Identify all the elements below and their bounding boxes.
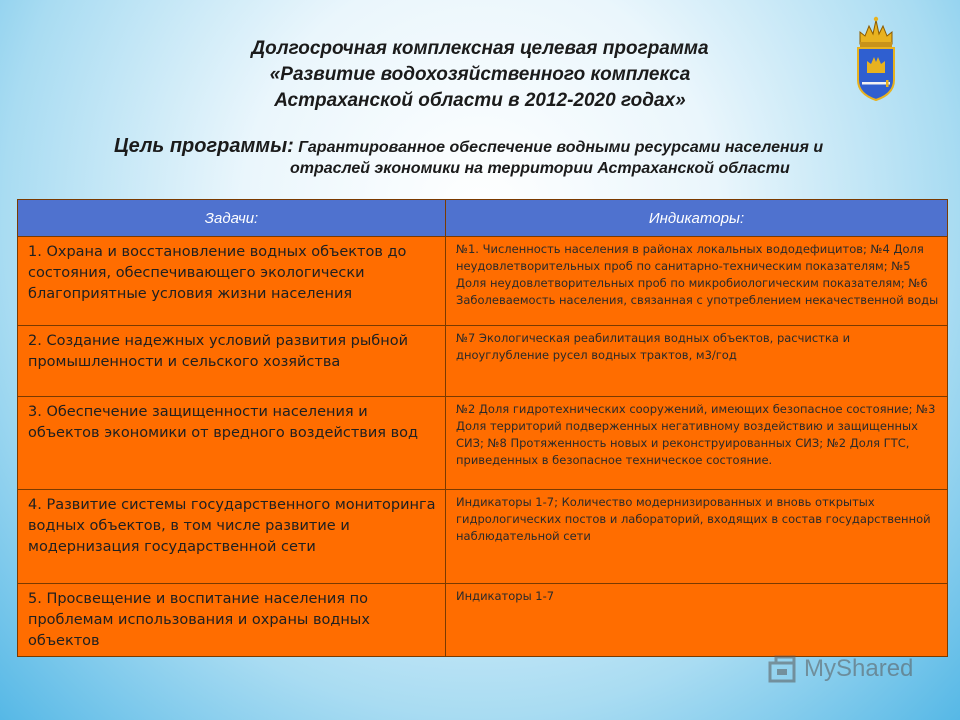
table-header-row bbox=[18, 200, 948, 237]
goal-label: Цель программы: bbox=[114, 135, 294, 157]
task-cell: 1. Охрана и восстановление водных объектов до состояния, обеспечивающего экологически благоприятные условия жизни населения bbox=[18, 237, 446, 326]
title-line-2: «Развитие водохозяйственного комплекса bbox=[269, 64, 691, 85]
table-row bbox=[18, 237, 948, 326]
coat-of-arms-icon bbox=[852, 14, 900, 104]
goal-text-line-2: отраслей экономики на территории Астраханской области bbox=[290, 160, 790, 177]
watermark-text: MyShared bbox=[804, 655, 914, 682]
program-title bbox=[180, 36, 780, 114]
indicators-cell: №7 Экологическая реабилитация водных объектов, расчистка и дноуглубление русел водных трактов, м3/год bbox=[446, 326, 948, 397]
table-row bbox=[18, 326, 948, 397]
myshared-logo-icon bbox=[768, 655, 798, 683]
goal-text-line-1: Гарантированное обеспечение водными ресурсами населения и bbox=[298, 139, 824, 156]
indicators-cell: №1. Численность населения в районах локальных вододефицитов; №4 Доля неудовлетворительных проб по санитарно-техническим показателям; №5 Доля неудовлетворительных проб по микробиологическим показателям; №6 Заболеваемость населения, связанная с употреблением некачественной воды bbox=[446, 237, 948, 326]
program-goal bbox=[114, 135, 914, 178]
task-cell: 5. Просвещение и воспитание населения по проблемам использования и охраны водных объектов bbox=[18, 584, 446, 657]
watermark bbox=[768, 655, 913, 683]
title-line-3: Астраханской области в 2012-2020 годах» bbox=[274, 90, 686, 111]
header-indicators: Индикаторы: bbox=[446, 200, 948, 237]
title-line-1: Долгосрочная комплексная целевая программа bbox=[251, 38, 709, 59]
table-row bbox=[18, 397, 948, 490]
indicators-cell: Индикаторы 1-7; Количество модернизированных и вновь открытых гидрологических постов и лабораторий, входящих в состав государственной наблюдательной сети bbox=[446, 490, 948, 584]
task-cell: 4. Развитие системы государственного мониторинга водных объектов, в том числе развитие и модернизация государственной сети bbox=[18, 490, 446, 584]
indicators-cell: Индикаторы 1-7 bbox=[446, 584, 948, 657]
task-cell: 2. Создание надежных условий развития рыбной промышленности и сельского хозяйства bbox=[18, 326, 446, 397]
indicators-cell: №2 Доля гидротехнических сооружений, имеющих безопасное состояние; №3 Доля территорий подверженных негативному воздействию и защищенных СИЗ; №8 Протяженность новых и реконструированных СИЗ; №2 Доля ГТС, приведенных в безопасное техническое состояние. bbox=[446, 397, 948, 490]
tasks-indicators-table bbox=[17, 199, 948, 657]
task-cell: 3. Обеспечение защищенности населения и объектов экономики от вредного воздействия вод bbox=[18, 397, 446, 490]
header-tasks: Задачи: bbox=[18, 200, 446, 237]
table-row bbox=[18, 584, 948, 657]
table-row bbox=[18, 490, 948, 584]
